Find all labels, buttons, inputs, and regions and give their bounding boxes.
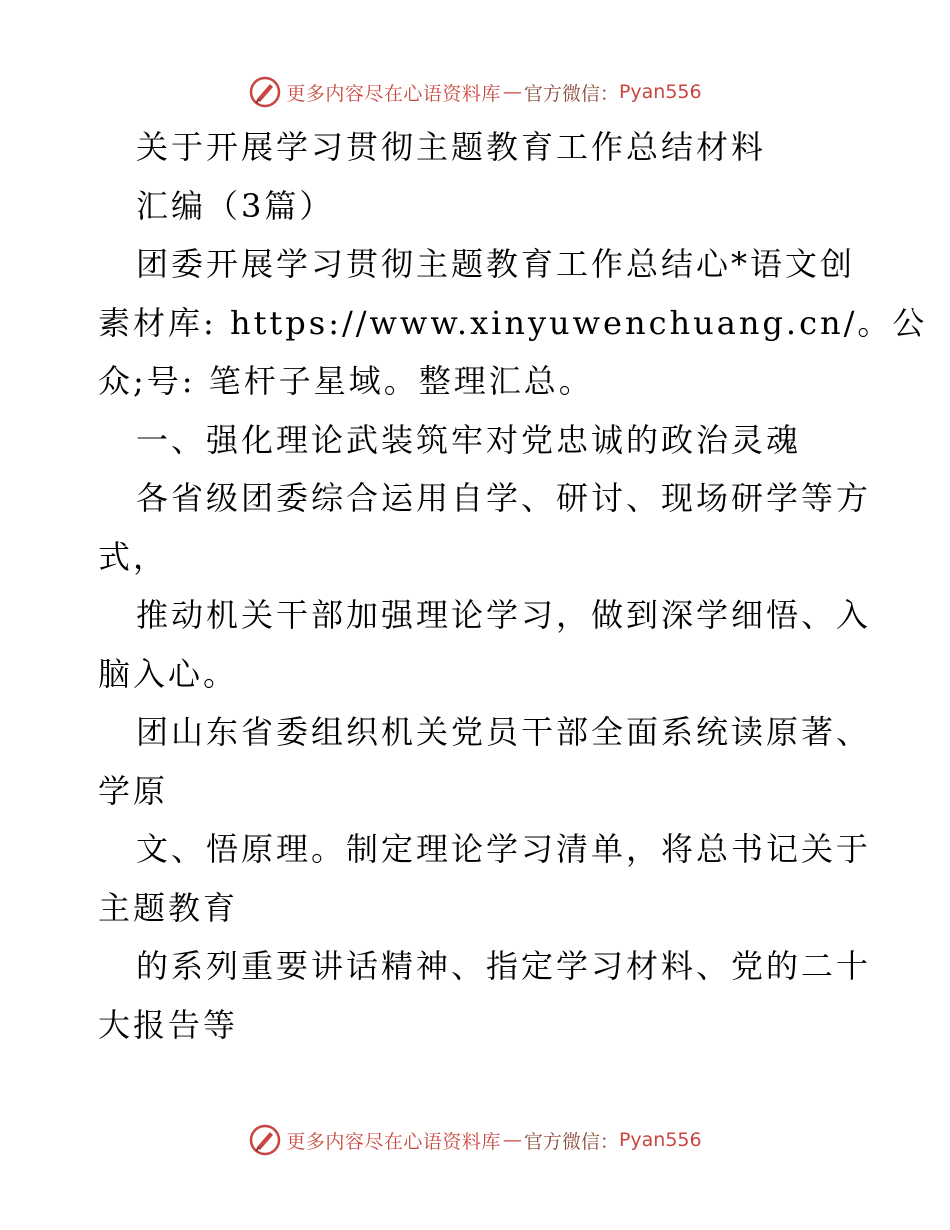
doc-line: 的系列重要讲话精神、指定学习材料、党的二十 xyxy=(136,947,872,985)
doc-line: 众;号: 笔杆子星域。整理汇总。 xyxy=(98,362,594,400)
quill-logo-icon xyxy=(248,75,282,109)
quill-logo-icon xyxy=(248,1123,282,1157)
doc-line: 式， xyxy=(98,537,169,576)
doc-line: 各省级团委综合运用自学、研讨、现场研学等方 xyxy=(136,479,872,517)
banner-slogan: 更多内容尽在心语资料库 xyxy=(286,82,501,105)
banner-slogan: 更多内容尽在心语资料库 xyxy=(286,1130,501,1153)
banner-dash: — xyxy=(502,1129,522,1151)
footer-banner xyxy=(0,1120,950,1160)
doc-line: 文、悟原理。制定理论学习清单，将总书记关于 xyxy=(136,830,872,868)
doc-line: 脑入心。 xyxy=(98,654,239,693)
doc-title-line-2: 汇编（3篇） xyxy=(136,186,335,225)
section-heading: 一、强化理论武装筑牢对党忠诚的政治灵魂 xyxy=(136,420,802,459)
banner-wechat-handle: Pyan556 xyxy=(618,1129,702,1151)
doc-line: 大报告等 xyxy=(98,1005,239,1044)
doc-line: 团山东省委组织机关党员干部全面系统读原著、 xyxy=(136,713,872,751)
doc-line: 主题教育 xyxy=(98,888,239,927)
doc-line: 素材库: https://www.xinyuwenchuang.cn/。公 xyxy=(98,303,928,342)
doc-title-line-1: 关于开展学习贯彻主题教育工作总结材料 xyxy=(136,128,767,166)
doc-line: 团委开展学习贯彻主题教育工作总结心*语文创 xyxy=(136,245,856,283)
doc-line: 推动机关干部加强理论学习，做到深学细悟、入 xyxy=(136,596,872,634)
banner-wechat-label: 官方微信： xyxy=(523,1130,619,1153)
document-body xyxy=(98,118,928,1054)
banner-wechat-label: 官方微信： xyxy=(523,82,619,105)
doc-line: 学原 xyxy=(98,771,169,810)
header-banner xyxy=(0,72,950,112)
banner-wechat-handle: Pyan556 xyxy=(618,81,702,103)
banner-dash: — xyxy=(502,81,522,103)
